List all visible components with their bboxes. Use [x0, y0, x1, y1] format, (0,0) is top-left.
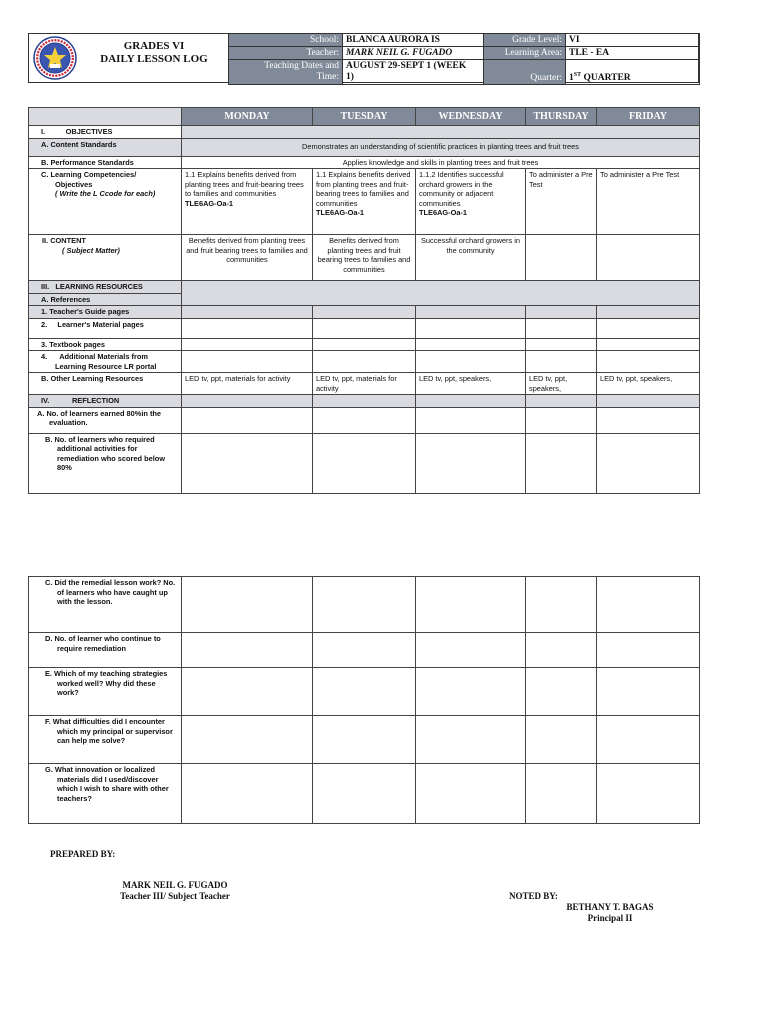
- cell: [416, 633, 526, 668]
- cell: [313, 633, 416, 668]
- content-friday: [597, 235, 700, 281]
- teacher-name: MARK NEIL G. FUGADO: [122, 880, 228, 890]
- deped-seal-icon: [33, 36, 77, 80]
- day-friday: FRIDAY: [597, 108, 700, 126]
- other-resources-label: B. Other Learning Resources: [29, 373, 182, 395]
- cell: [182, 716, 313, 764]
- reflection-label: IV. REFLECTION: [29, 395, 182, 408]
- principal-signature-block: [555, 902, 665, 924]
- teacher-title: Teacher III/ Subject Teacher: [120, 891, 230, 901]
- cell: [313, 577, 416, 633]
- competencies-label-1: C. Learning Competencies/: [41, 170, 137, 179]
- remedial-work-row: [29, 577, 700, 633]
- competency-friday: [597, 169, 700, 235]
- cell: [597, 338, 700, 351]
- additional-materials-row: [29, 351, 700, 373]
- day-tuesday: TUESDAY: [313, 108, 416, 126]
- teachers-guide-row: [29, 306, 700, 319]
- lesson-log-table: [28, 107, 700, 494]
- cell: [597, 395, 700, 408]
- additional-materials-label-1: 4. Additional Materials from: [41, 352, 148, 361]
- objectives-label: I. OBJECTIVES: [29, 126, 182, 139]
- competencies-label: [29, 169, 182, 235]
- teaching-dates-value-1: AUGUST 29-SEPT 1 (WEEK: [346, 61, 467, 71]
- textbook-label: 3. Textbook pages: [29, 338, 182, 351]
- cell: [182, 577, 313, 633]
- cell: [526, 338, 597, 351]
- strategies-row: [29, 668, 700, 716]
- cell: [313, 318, 416, 338]
- other-resources-thursday: LED tv, ppt, speakers,: [526, 373, 597, 395]
- cell: [416, 395, 526, 408]
- quarter-word: QUARTER: [583, 73, 631, 83]
- info-table: [228, 33, 700, 85]
- performance-standards-value: Applies knowledge and skills in planting trees and fruit trees: [182, 156, 700, 169]
- cell: [597, 577, 700, 633]
- cell: [597, 633, 700, 668]
- learning-resources-fill: [182, 281, 700, 306]
- cell: [597, 668, 700, 716]
- competency-thursday: [526, 169, 597, 235]
- cell: [182, 318, 313, 338]
- cell: [182, 407, 313, 433]
- cell: [416, 338, 526, 351]
- strategies-label: E. Which of my teaching strategies worked well? Why did these work?: [29, 668, 182, 716]
- cell: [313, 764, 416, 824]
- cell: [182, 668, 313, 716]
- noted-by-label: NOTED BY:: [509, 891, 558, 901]
- cell: [182, 338, 313, 351]
- cell: [182, 351, 313, 373]
- content-standards-row: [29, 138, 700, 156]
- competency-text: 1.1 Explains benefits derived from planting trees and fruit-bearing trees to families and communities: [316, 170, 411, 208]
- quarter-value: [566, 60, 700, 85]
- day-monday: MONDAY: [182, 108, 313, 126]
- cell: [597, 716, 700, 764]
- header-corner-cell: [29, 108, 182, 126]
- performance-standards-label: B. Performance Standards: [29, 156, 182, 169]
- competency-text: To administer a Pre Test: [529, 170, 593, 189]
- teaching-dates-value: [343, 60, 484, 85]
- competency-code: TLE6AG-Oa-1: [185, 198, 234, 208]
- other-resources-monday: LED tv, ppt, materials for activity: [182, 373, 313, 395]
- competencies-row: [29, 169, 700, 235]
- cell: [597, 433, 700, 493]
- textbook-row: [29, 338, 700, 351]
- content-monday: Benefits derived from planting trees and fruit bearing trees to families and communities: [182, 235, 313, 281]
- remediation-label: B. No. of learners who required additional activities for remediation who scored below 80%: [29, 433, 182, 493]
- quarter-suffix: ST: [573, 71, 582, 78]
- performance-standards-row: [29, 156, 700, 169]
- cell: [416, 764, 526, 824]
- cell: [526, 433, 597, 493]
- innovation-row: [29, 764, 700, 824]
- other-resources-wednesday: LED tv, ppt, speakers,: [416, 373, 526, 395]
- cell: [313, 407, 416, 433]
- cell: [182, 633, 313, 668]
- content-wednesday: Successful orchard growers in the community: [416, 235, 526, 281]
- teacher-value: MARK NEIL G. FUGADO: [343, 47, 484, 60]
- references-label: A. References: [29, 293, 182, 306]
- cell: [597, 407, 700, 433]
- cell: [526, 716, 597, 764]
- content-label-2: ( Subject Matter): [62, 245, 120, 255]
- learning-area-label: Learning Area:: [484, 47, 566, 60]
- cell: [313, 338, 416, 351]
- evaluation-label: A. No. of learners earned 80%in the evaluation.: [29, 407, 182, 433]
- other-resources-tuesday: LED tv, ppt, materials for activity: [313, 373, 416, 395]
- cell: [416, 351, 526, 373]
- prepared-by-label: PREPARED BY:: [50, 849, 116, 859]
- competency-text: 1.1 Explains benefits derived from planting trees and fruit-bearing trees to families and communities: [185, 170, 304, 198]
- innovation-label: G. What innovation or localized materials did I used/discover which I wish to share with other teachers?: [29, 764, 182, 824]
- content-standards-label: A. Content Standards: [29, 138, 182, 156]
- content-row: [29, 235, 700, 281]
- cell: [526, 306, 597, 319]
- cell: [597, 318, 700, 338]
- cell: [526, 395, 597, 408]
- day-thursday: THURSDAY: [526, 108, 597, 126]
- cell: [597, 306, 700, 319]
- cell: [526, 764, 597, 824]
- content-label: [29, 235, 182, 281]
- cell: [416, 433, 526, 493]
- cell: [597, 351, 700, 373]
- reflection-table: [28, 576, 700, 824]
- principal-title: Principal II: [587, 913, 633, 923]
- difficulties-row: [29, 716, 700, 764]
- cell: [182, 764, 313, 824]
- teacher-label: Teacher:: [229, 47, 343, 60]
- cell: [182, 395, 313, 408]
- title-line-1: GRADES VI: [123, 40, 185, 52]
- content-tuesday: Benefits derived from planting trees and fruit bearing trees to families and communities: [313, 235, 416, 281]
- additional-materials-label: [29, 351, 182, 373]
- school-value: BLANCA AURORA IS: [343, 34, 484, 47]
- cell: [526, 318, 597, 338]
- cell: [416, 318, 526, 338]
- grade-level-value: VI: [566, 34, 700, 47]
- teaching-dates-value-2: 1): [346, 72, 354, 82]
- continue-remediation-row: [29, 633, 700, 668]
- cell: [313, 433, 416, 493]
- cell: [416, 407, 526, 433]
- cell: [526, 351, 597, 373]
- principal-name: BETHANY T. BAGAS: [566, 902, 654, 912]
- teaching-dates-label-2: Time:: [316, 72, 339, 82]
- cell: [526, 633, 597, 668]
- teacher-signature-block: [100, 880, 250, 902]
- competency-text: To administer a Pre Test: [600, 170, 680, 179]
- cell: [313, 306, 416, 319]
- competencies-label-3: ( Write the L Ccode for each): [55, 189, 156, 198]
- competency-text: 1.1.2 Identifies successful orchard growers in the community or adjacent communities: [419, 170, 504, 208]
- cell: [526, 577, 597, 633]
- grade-level-label: Grade Level:: [484, 34, 566, 47]
- cell: [313, 668, 416, 716]
- day-wednesday: WEDNESDAY: [416, 108, 526, 126]
- learners-material-label: 2. Learner's Material pages: [29, 318, 182, 338]
- cell: [416, 306, 526, 319]
- cell: [313, 351, 416, 373]
- cell: [313, 395, 416, 408]
- competency-code: TLE6AG-Oa-1: [419, 208, 468, 217]
- learning-area-value: TLE - EA: [566, 47, 700, 60]
- remediation-row: [29, 433, 700, 493]
- competency-wednesday: [416, 169, 526, 235]
- competency-monday: [182, 169, 313, 235]
- additional-materials-label-2: Learning Resource LR portal: [55, 361, 157, 371]
- cell: [182, 306, 313, 319]
- teaching-dates-label-1: Teaching Dates and: [264, 61, 339, 71]
- content-standards-value: Demonstrates an understanding of scientific practices in planting trees and fruit trees: [182, 138, 700, 156]
- cell: [182, 433, 313, 493]
- content-thursday: [526, 235, 597, 281]
- quarter-number: 1: [569, 73, 574, 83]
- school-label: School:: [229, 34, 343, 47]
- learners-material-row: [29, 318, 700, 338]
- teaching-dates-label: [229, 60, 343, 85]
- remedial-work-label: C. Did the remedial lesson work? No. of learners who have caught up with the lesson.: [29, 577, 182, 633]
- cell: [597, 764, 700, 824]
- cell: [416, 668, 526, 716]
- evaluation-row: [29, 407, 700, 433]
- document-title: [81, 40, 227, 66]
- competency-tuesday: [313, 169, 416, 235]
- other-resources-row: [29, 373, 700, 395]
- objectives-row: [29, 126, 700, 139]
- other-resources-friday: LED tv, ppt, speakers,: [597, 373, 700, 395]
- cell: [313, 716, 416, 764]
- content-label-1: II. CONTENT: [42, 236, 86, 245]
- day-header-row: [29, 108, 700, 126]
- competencies-label-2: Objectives: [55, 179, 93, 189]
- objectives-fill: [182, 126, 700, 139]
- title-line-2: DAILY LESSON LOG: [100, 53, 208, 65]
- cell: [526, 407, 597, 433]
- cell: [416, 716, 526, 764]
- continue-remediation-label: D. No. of learner who continue to require remediation: [29, 633, 182, 668]
- learning-resources-label: III. LEARNING RESOURCES: [29, 281, 182, 294]
- difficulties-label: F. What difficulties did I encounter which my principal or supervisor can help me solve?: [29, 716, 182, 764]
- reflection-row: [29, 395, 700, 408]
- quarter-label: Quarter:: [484, 60, 566, 85]
- teachers-guide-label: 1. Teacher's Guide pages: [29, 306, 182, 319]
- learning-resources-row: [29, 281, 700, 294]
- cell: [526, 668, 597, 716]
- cell: [416, 577, 526, 633]
- competency-code: TLE6AG-Oa-1: [316, 208, 365, 217]
